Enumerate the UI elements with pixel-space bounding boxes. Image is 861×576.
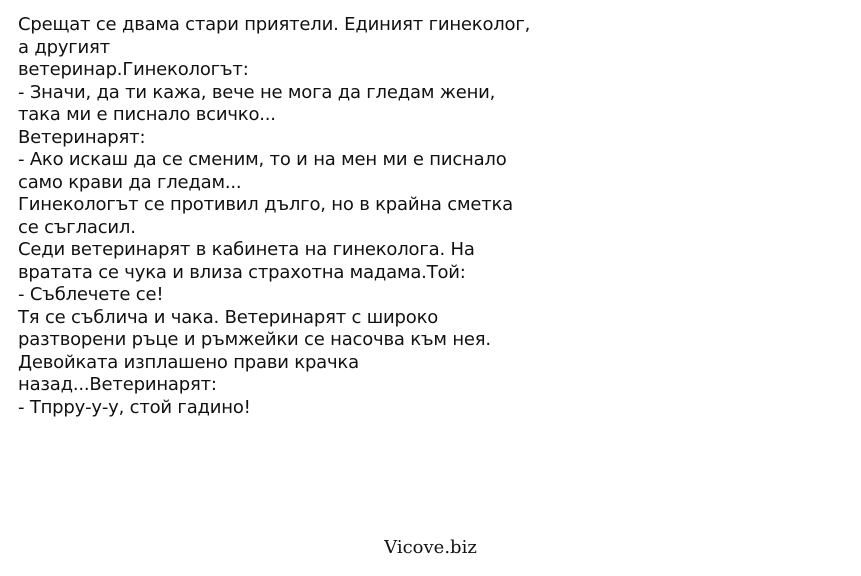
joke-line: - Съблечете се! [18, 284, 164, 305]
site-watermark: Vicove.biz [384, 537, 477, 558]
joke-line: Гинекологът се противил дълго, но в крайна сметка [18, 194, 514, 215]
joke-line: ветеринар.Гинекологът: [18, 59, 249, 80]
joke-line: - Значи, да ти кажа, вече не мога да гледам жени, [18, 81, 496, 103]
joke-line: вратата се чука и влиза страхотна мадама.Той: [18, 261, 466, 283]
joke-line: се съгласил. [18, 216, 136, 238]
joke-line: Девойката изплашено прави крачка [18, 351, 359, 373]
joke-line: а другият [18, 36, 110, 58]
joke-line: само крави да гледам... [18, 171, 242, 193]
joke-text [18, 14, 598, 419]
joke-line: Срещат се двама стари приятели. Единият гинеколог, [18, 14, 531, 35]
joke-line: - Ако искаш да се сменим, то и на мен ми е писнало [18, 149, 507, 170]
joke-line: назад...Ветеринарят: [18, 374, 217, 395]
joke-line: така ми е писнало всичко... [18, 104, 276, 125]
joke-line: Седи ветеринарят в кабинета на гинеколога. На [18, 239, 475, 260]
joke-line: - Тпрру-у-у, стой гадино! [18, 396, 251, 418]
joke-line: Тя се съблича и чака. Ветеринарят с широко [18, 306, 439, 328]
joke-line: Ветеринарят: [18, 126, 146, 148]
joke-line: разтворени ръце и ръмжейки се насочва към нея. [18, 329, 491, 350]
